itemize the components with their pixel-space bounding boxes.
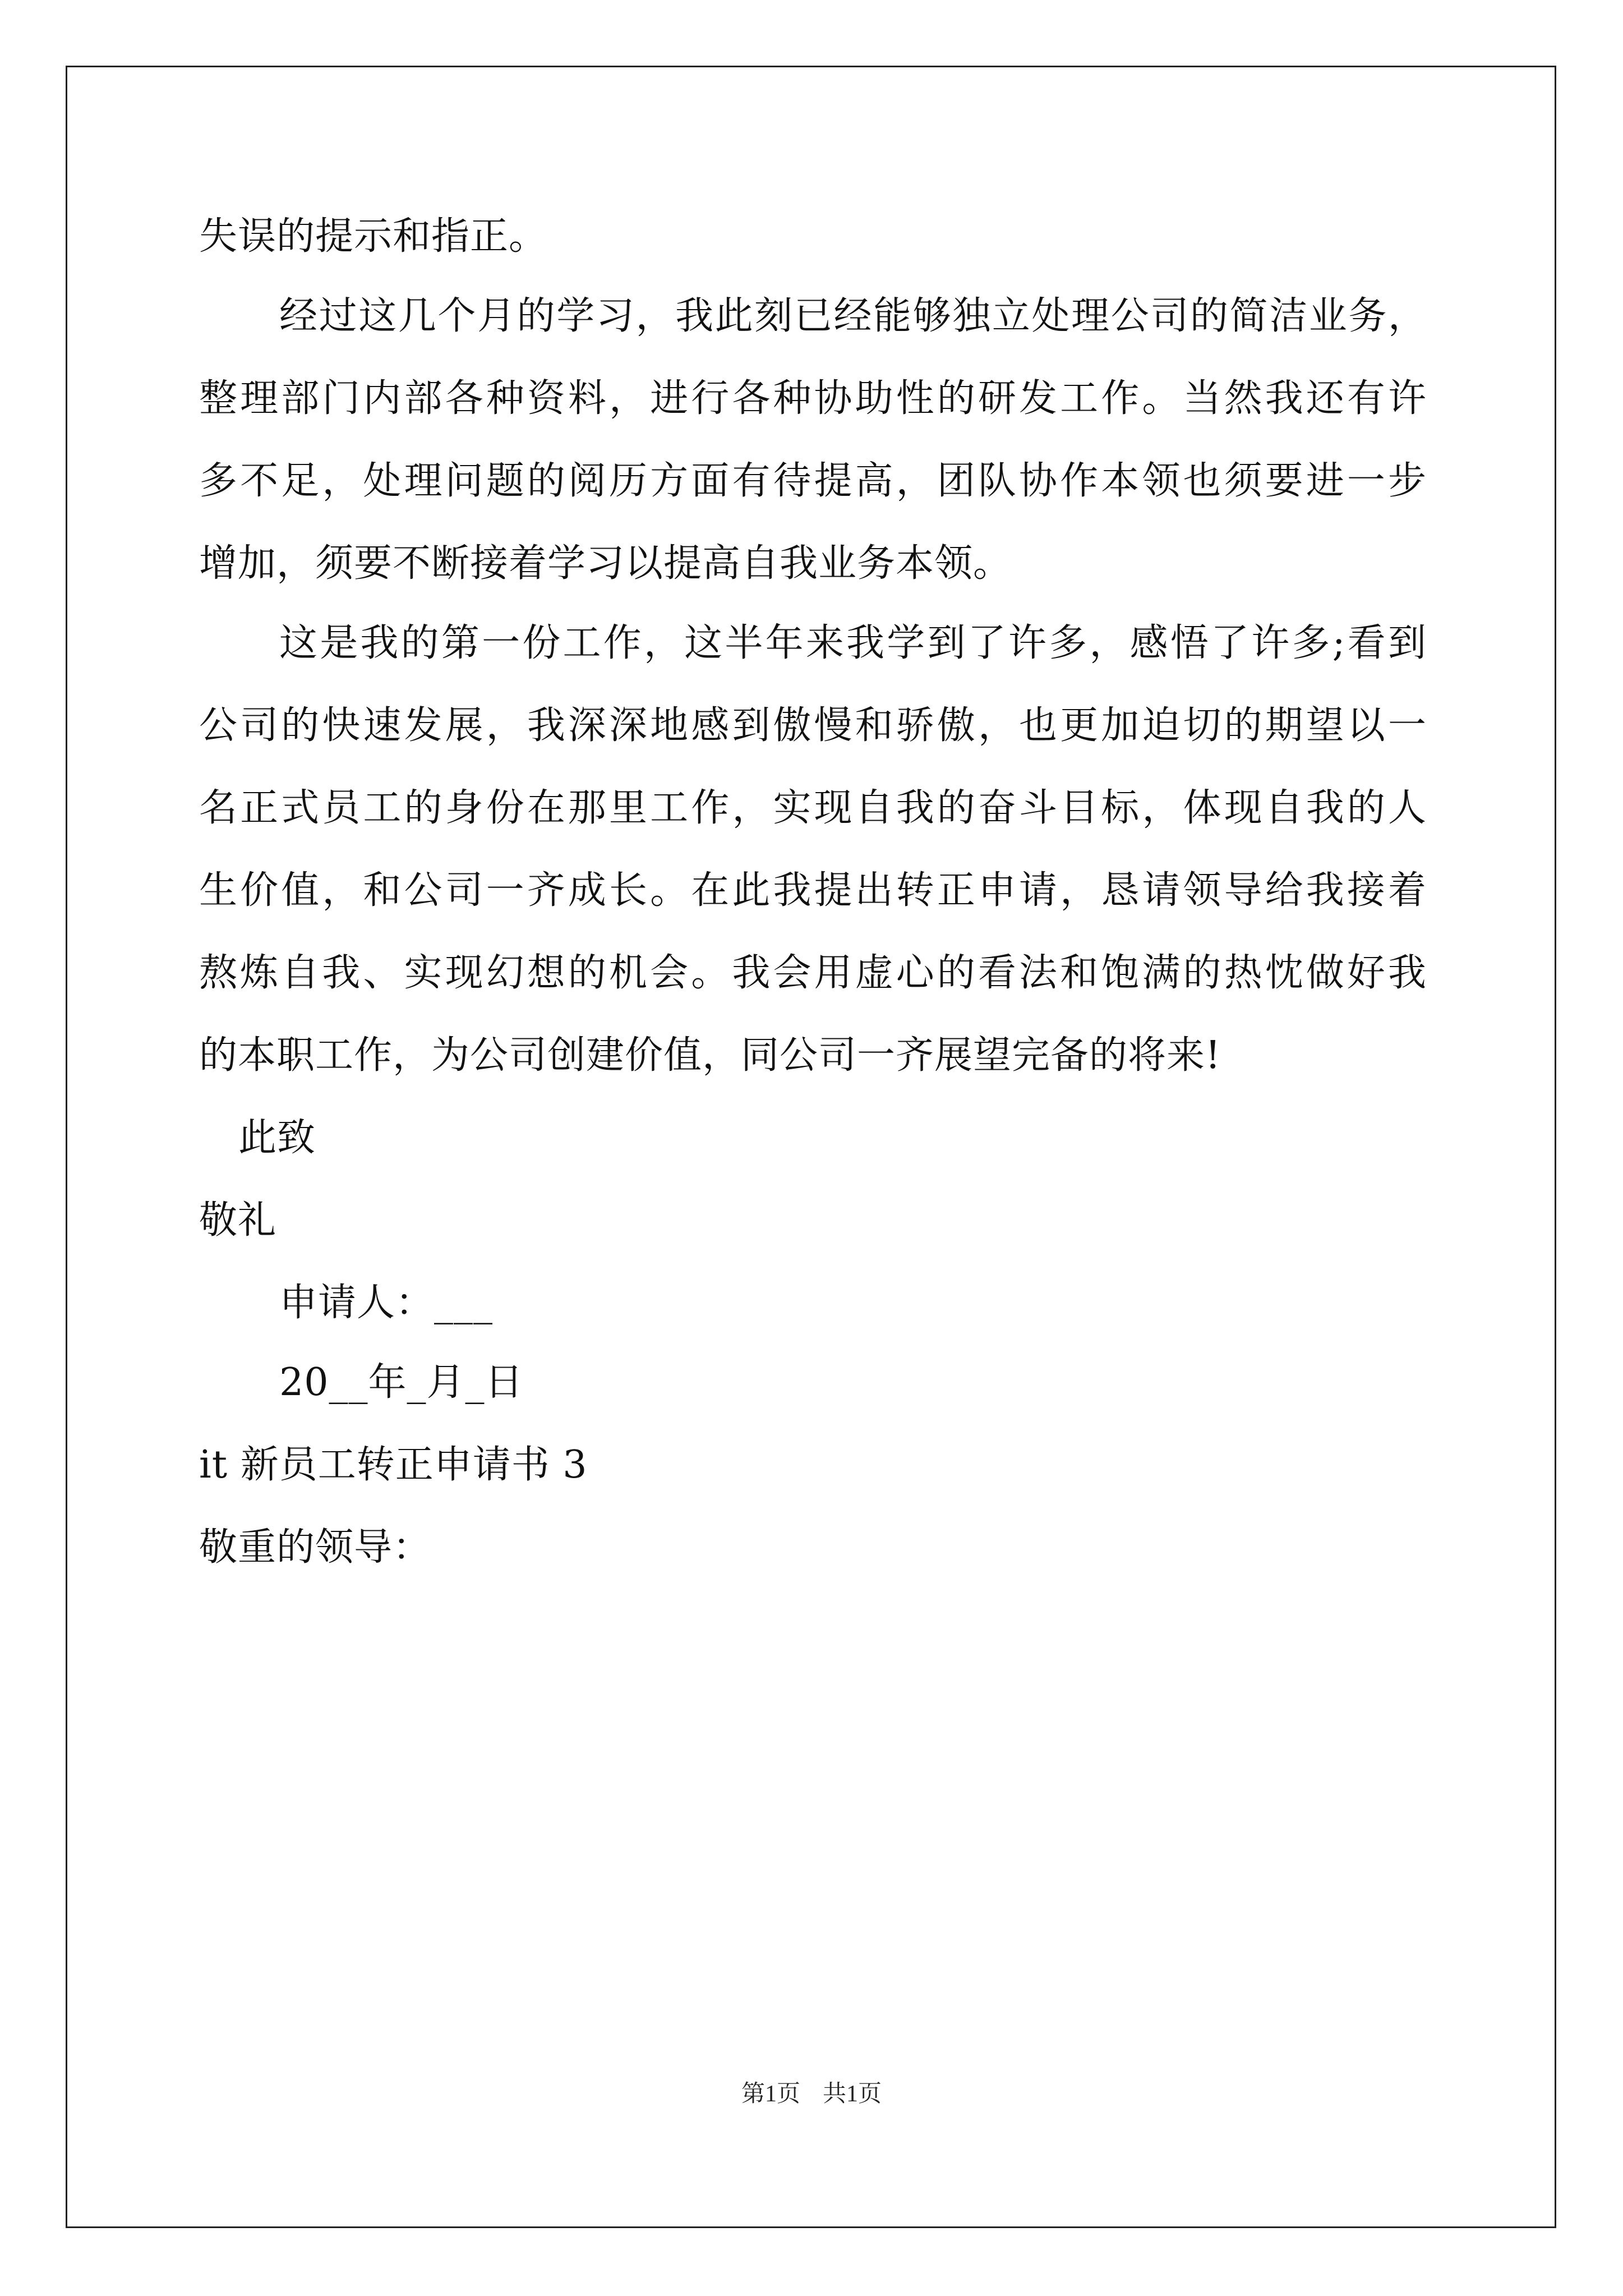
text-line-3: 整理部门内部各种资料，进行各种协助性的研发工作。当然我还有许 xyxy=(199,376,1426,421)
text-line-4: 多不足，处理问题的阅历方面有待提高，团队协作本领也须要进一步 xyxy=(199,459,1426,503)
salutation: 敬重的领导： xyxy=(199,1525,432,1570)
text-line-8: 名正式员工的身份在那里工作，实现自我的奋斗目标，体现自我的人 xyxy=(199,786,1426,830)
text-line-5: 增加，须要不断接着学习以提高自我业务本领。 xyxy=(199,541,1012,586)
text-line-7: 公司的快速发展，我深深地感到傲慢和骄傲，也更加迫切的期望以一 xyxy=(199,703,1426,748)
closing-regards: 此致 xyxy=(238,1116,316,1160)
page-number-current: 第1页 xyxy=(741,2081,800,2107)
applicant-line: 申请人：___ xyxy=(279,1281,494,1325)
closing-salute: 敬礼 xyxy=(199,1198,277,1243)
page-number-total: 共1页 xyxy=(823,2081,882,2107)
text-line-2: 经过这几个月的学习，我此刻已经能够独立处理公司的简洁业务， xyxy=(279,294,1426,338)
text-line-1: 失误的提示和指正。 xyxy=(199,214,548,259)
section-title: it 新员工转正申请书 3 xyxy=(199,1443,588,1487)
date-line: 20__年_月_日 xyxy=(279,1360,524,1405)
page-footer xyxy=(0,2082,1623,2106)
text-line-11: 的本职工作，为公司创建价值，同公司一齐展望完备的将来! xyxy=(199,1033,1221,1078)
text-line-9: 生价值，和公司一齐成长。在此我提出转正申请，恳请领导给我接着 xyxy=(199,868,1426,913)
text-line-10: 熬炼自我、实现幻想的机会。我会用虚心的看法和饱满的热忱做好我 xyxy=(199,951,1426,995)
text-line-6: 这是我的第一份工作，这半年来我学到了许多，感悟了许多;看到 xyxy=(279,621,1426,665)
